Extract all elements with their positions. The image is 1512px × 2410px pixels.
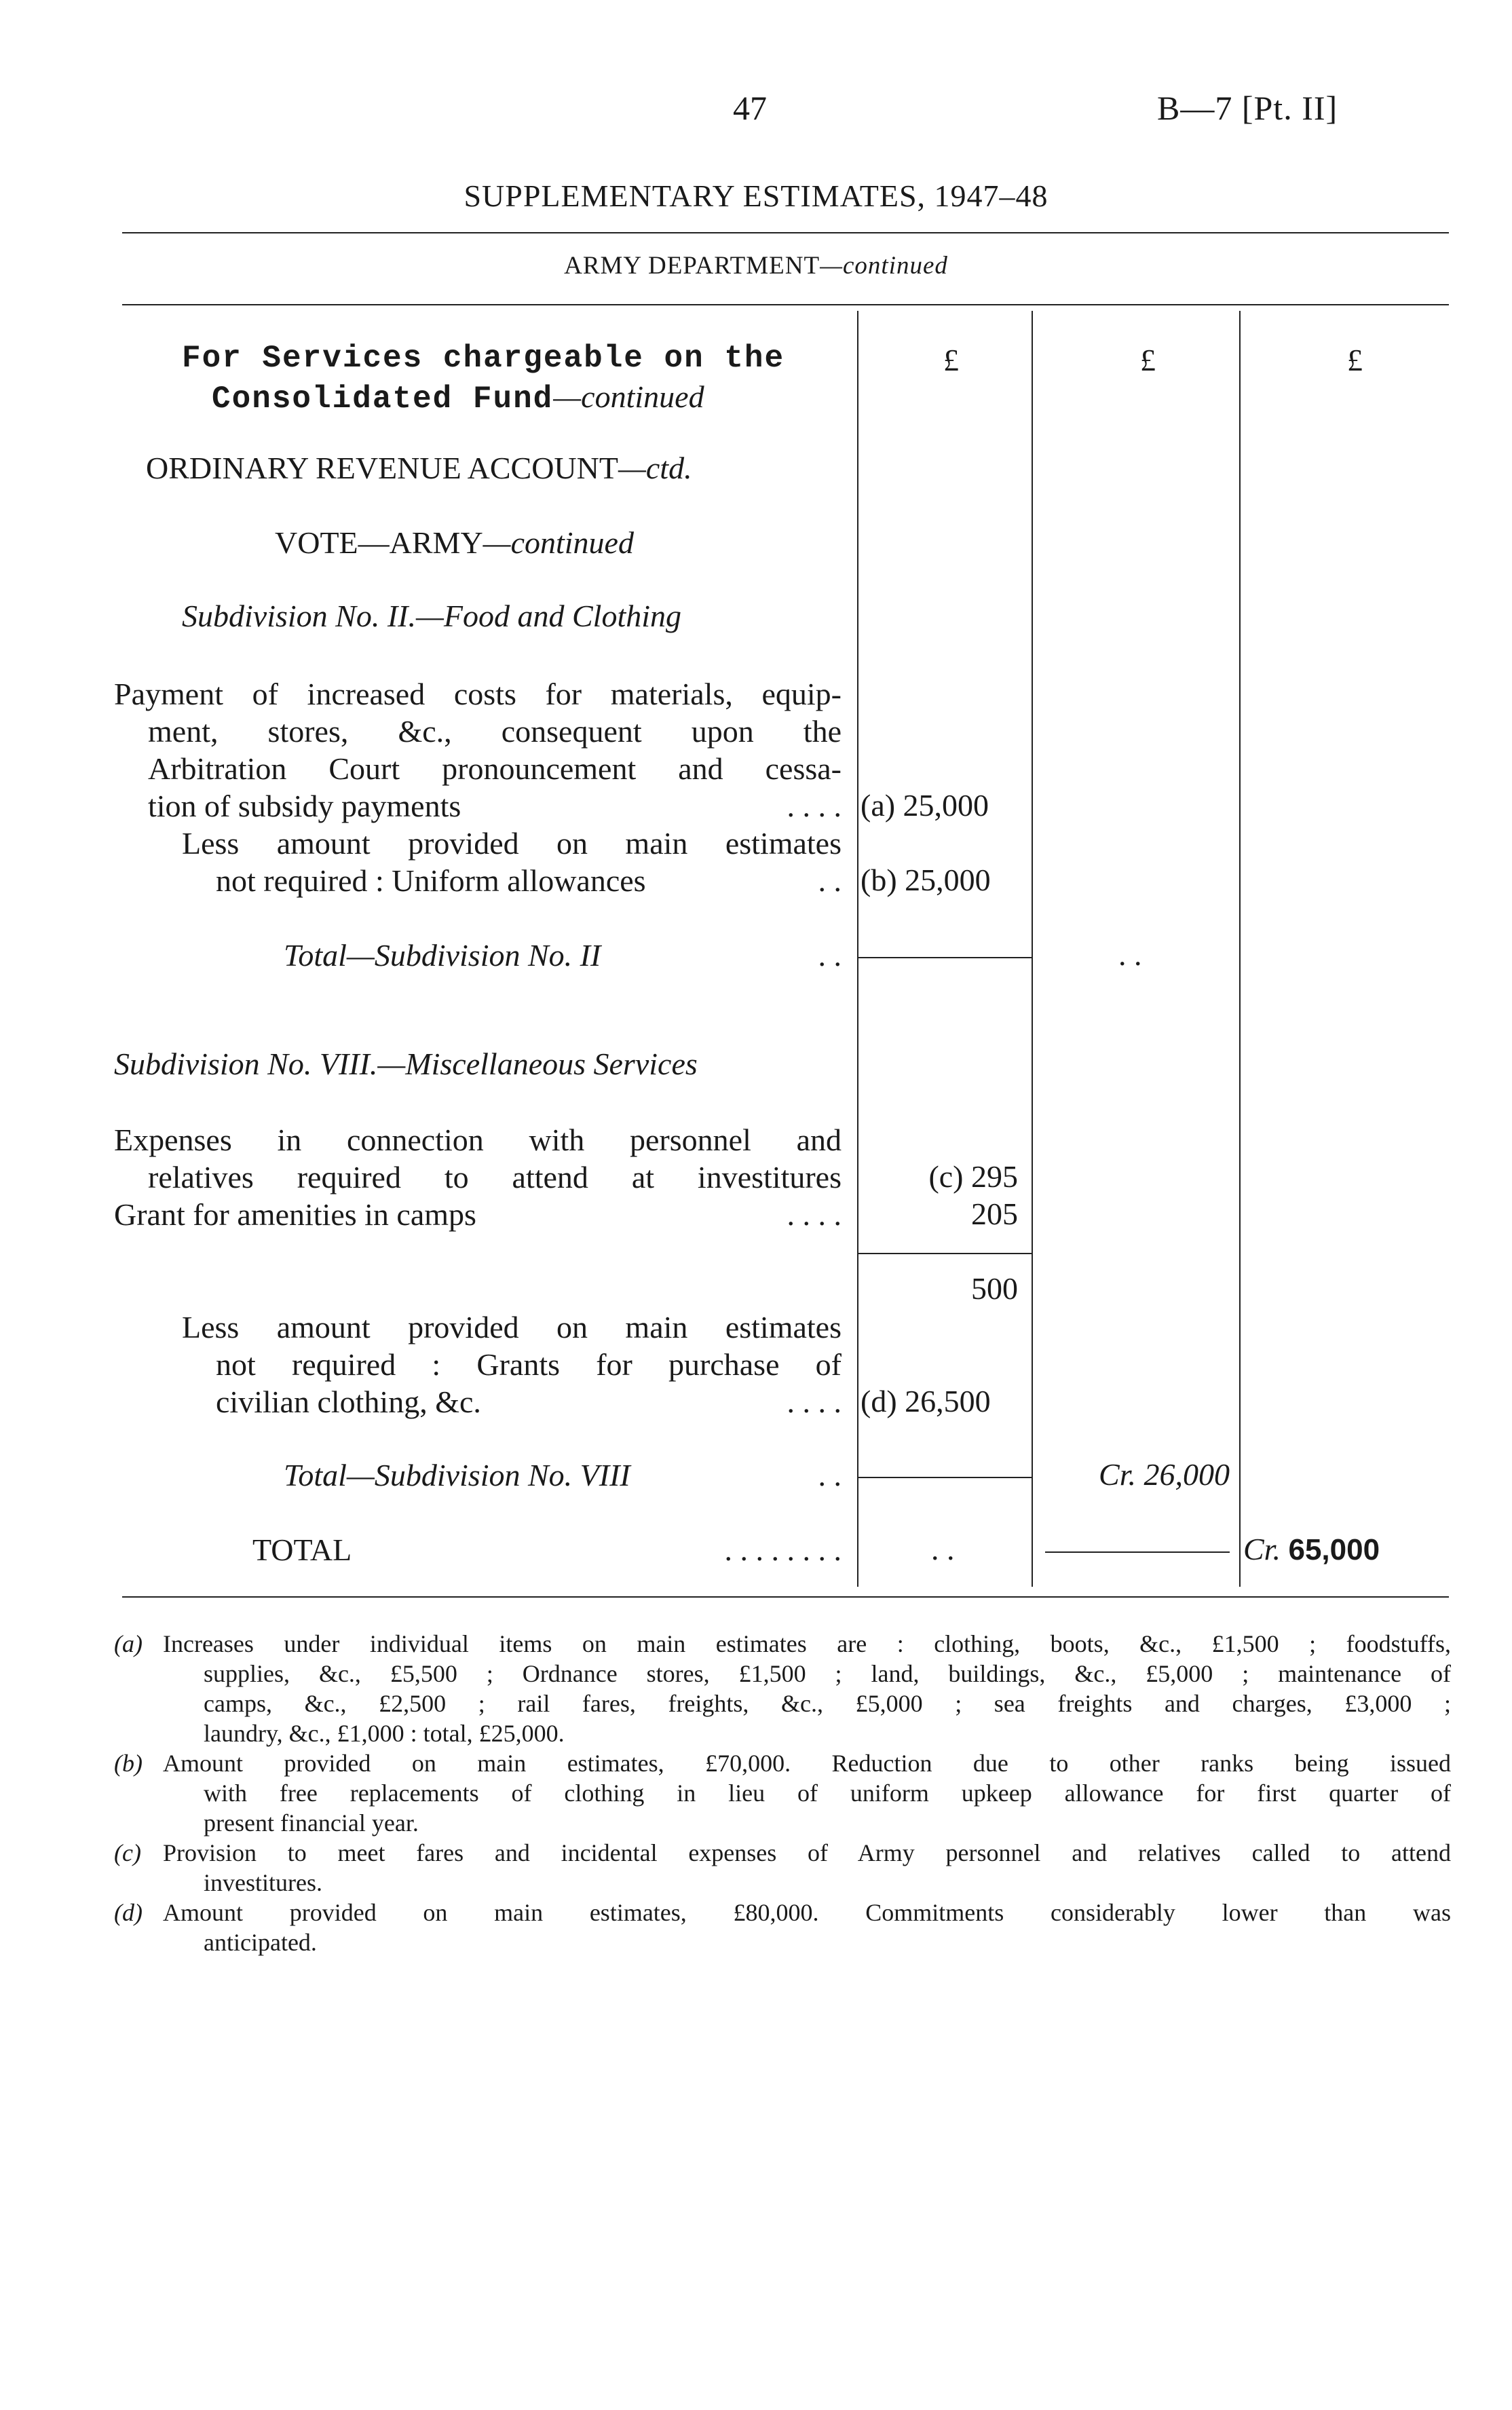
footnote-b-label: (b) bbox=[114, 1750, 143, 1777]
footnote-a-label: (a) bbox=[114, 1630, 143, 1657]
footnote-c-line2: investitures. bbox=[204, 1869, 322, 1896]
footnote-d-line1: Amount provided on main estimates, £80,000. Commitments considerably lower than was bbox=[163, 1899, 1451, 1926]
account-heading bbox=[146, 449, 692, 487]
sub2-item1-line2: ment, stores, &c., consequent upon the bbox=[148, 714, 842, 749]
sub8-subtotal: 500 bbox=[971, 1271, 1018, 1306]
sub2-item1-amount: (a) 25,000 bbox=[861, 788, 989, 823]
table-top-rule bbox=[122, 304, 1449, 305]
footnote-b-line2: with free replacements of clothing in lieu of uniform upkeep allowance for first quarter of bbox=[204, 1780, 1451, 1807]
sub8-item1-amount: (c) 295 bbox=[928, 1159, 1018, 1194]
sub8-item2-leader-dots: . . . . bbox=[787, 1197, 842, 1232]
department-suffix: —continued bbox=[820, 252, 948, 280]
table-bottom-rule bbox=[122, 1596, 1449, 1598]
column-divider-2 bbox=[1032, 311, 1033, 1587]
sub2-item1-line4: tion of subsidy payments bbox=[148, 789, 461, 823]
sub8-item1-line1: Expenses in connection with personnel and bbox=[114, 1123, 842, 1157]
currency-header-2: £ bbox=[1140, 343, 1156, 377]
sub2-total-rule bbox=[858, 957, 1032, 958]
grand-total-label: TOTAL bbox=[252, 1532, 352, 1567]
vote-heading bbox=[275, 524, 634, 562]
grand-total-col1: . . bbox=[931, 1532, 955, 1566]
subdivision-2-title: Subdivision No. II.—Food and Clothing bbox=[182, 599, 681, 633]
sub2-total-label: Total—Subdivision No. II bbox=[284, 938, 601, 973]
grand-total-col2-rule bbox=[1045, 1551, 1230, 1553]
section-heading-line2 bbox=[212, 379, 704, 417]
sub2-less-leader-dots: . . bbox=[818, 863, 842, 898]
page-number: 47 bbox=[733, 89, 767, 127]
sub2-item1-line3: Arbitration Court pronouncement and cessa- bbox=[148, 751, 842, 786]
sub8-less-line3: civilian clothing, &c. bbox=[216, 1385, 481, 1419]
sub8-total-label: Total—Subdivision No. VIII bbox=[284, 1458, 630, 1492]
account-suffix: —ctd. bbox=[618, 451, 692, 485]
footnote-a-line1: Increases under individual items on main estimates are : clothing, boots, &c., £1,500 ; foodstuffs, bbox=[163, 1630, 1451, 1657]
currency-header-3: £ bbox=[1347, 343, 1363, 377]
sub8-less-leader-dots: . . . . bbox=[787, 1385, 842, 1419]
footnote-a bbox=[114, 1629, 1451, 1748]
footnote-b-line3: present financial year. bbox=[204, 1809, 419, 1837]
footnotes bbox=[114, 1629, 1451, 1957]
column-divider-3 bbox=[1239, 311, 1241, 1587]
footnote-d-line2: anticipated. bbox=[204, 1929, 317, 1956]
vote-suffix: —continued bbox=[483, 525, 634, 560]
sub8-total-col2: Cr. 26,000 bbox=[1099, 1457, 1230, 1492]
footnote-a-line4: laundry, &c., £1,000 : total, £25,000. bbox=[204, 1720, 565, 1747]
sub8-item2-label: Grant for amenities in camps bbox=[114, 1197, 476, 1232]
sub8-less-line2: not required : Grants for purchase of bbox=[216, 1347, 842, 1382]
sub2-total-leader-dots: . . bbox=[818, 938, 842, 973]
sub8-item1-line2: relatives required to attend at investitures bbox=[148, 1160, 842, 1194]
footnote-c-label: (c) bbox=[114, 1839, 141, 1866]
department-heading bbox=[0, 251, 1512, 280]
document-title: SUPPLEMENTARY ESTIMATES, 1947–48 bbox=[464, 178, 1048, 213]
grand-total-leader-dots: . . . . . . . . bbox=[724, 1532, 842, 1567]
department-name: ARMY DEPARTMENT bbox=[564, 252, 820, 280]
footnote-d-label: (d) bbox=[114, 1899, 143, 1926]
sub2-item1-leader-dots: . . . . bbox=[787, 789, 842, 823]
page-reference: B—7 [Pt. II] bbox=[1157, 89, 1338, 127]
grand-total-col3 bbox=[1243, 1531, 1380, 1567]
sub8-total-rule bbox=[858, 1477, 1032, 1478]
footnote-b bbox=[114, 1748, 1451, 1838]
sub2-less-line1: Less amount provided on main estimates bbox=[182, 826, 842, 861]
sub2-item1-line1: Payment of increased costs for materials, equip- bbox=[114, 677, 842, 711]
footnote-c-line1: Provision to meet fares and incidental expenses of Army personnel and relatives called to attend bbox=[163, 1839, 1451, 1866]
footnote-a-line3: camps, &c., £2,500 ; rail fares, freights, &c., £5,000 ; sea freights and charges, £3,000 ; bbox=[204, 1690, 1451, 1717]
sub8-less-line1: Less amount provided on main estimates bbox=[182, 1310, 842, 1344]
sub8-less-amount: (d) 26,500 bbox=[861, 1384, 991, 1418]
sub2-less-amount: (b) 25,000 bbox=[861, 863, 991, 897]
title-rule bbox=[122, 232, 1449, 233]
footnote-b-line1: Amount provided on main estimates, £70,000. Reduction due to other ranks being issued bbox=[163, 1750, 1451, 1777]
vote-name: VOTE—ARMY bbox=[275, 525, 483, 560]
consolidated-fund-label: Consolidated Fund bbox=[212, 381, 554, 417]
account-name: ORDINARY REVENUE ACCOUNT bbox=[146, 451, 618, 485]
footnote-d bbox=[114, 1898, 1451, 1957]
footnote-a-line2: supplies, &c., £5,500 ; Ordnance stores, £1,500 ; land, buildings, &c., £5,000 ; maintenance of bbox=[204, 1660, 1451, 1687]
column-divider-1 bbox=[857, 311, 858, 1587]
section-heading-suffix: —continued bbox=[553, 379, 704, 414]
sub2-total-col2: . . bbox=[1118, 937, 1142, 972]
grand-total-cr-prefix: Cr. bbox=[1243, 1532, 1281, 1566]
section-heading-line1: For Services chargeable on the bbox=[182, 341, 785, 376]
sub2-less-line2: not required : Uniform allowances bbox=[216, 863, 646, 898]
sub8-subtotal-rule bbox=[858, 1253, 1032, 1254]
footnote-c bbox=[114, 1838, 1451, 1898]
sub8-item2-amount: 205 bbox=[971, 1197, 1018, 1231]
currency-header-1: £ bbox=[943, 343, 959, 377]
sub8-total-leader-dots: . . bbox=[818, 1458, 842, 1492]
subdivision-8-title: Subdivision No. VIII.—Miscellaneous Services bbox=[114, 1047, 698, 1081]
grand-total-value: 65,000 bbox=[1288, 1533, 1380, 1566]
